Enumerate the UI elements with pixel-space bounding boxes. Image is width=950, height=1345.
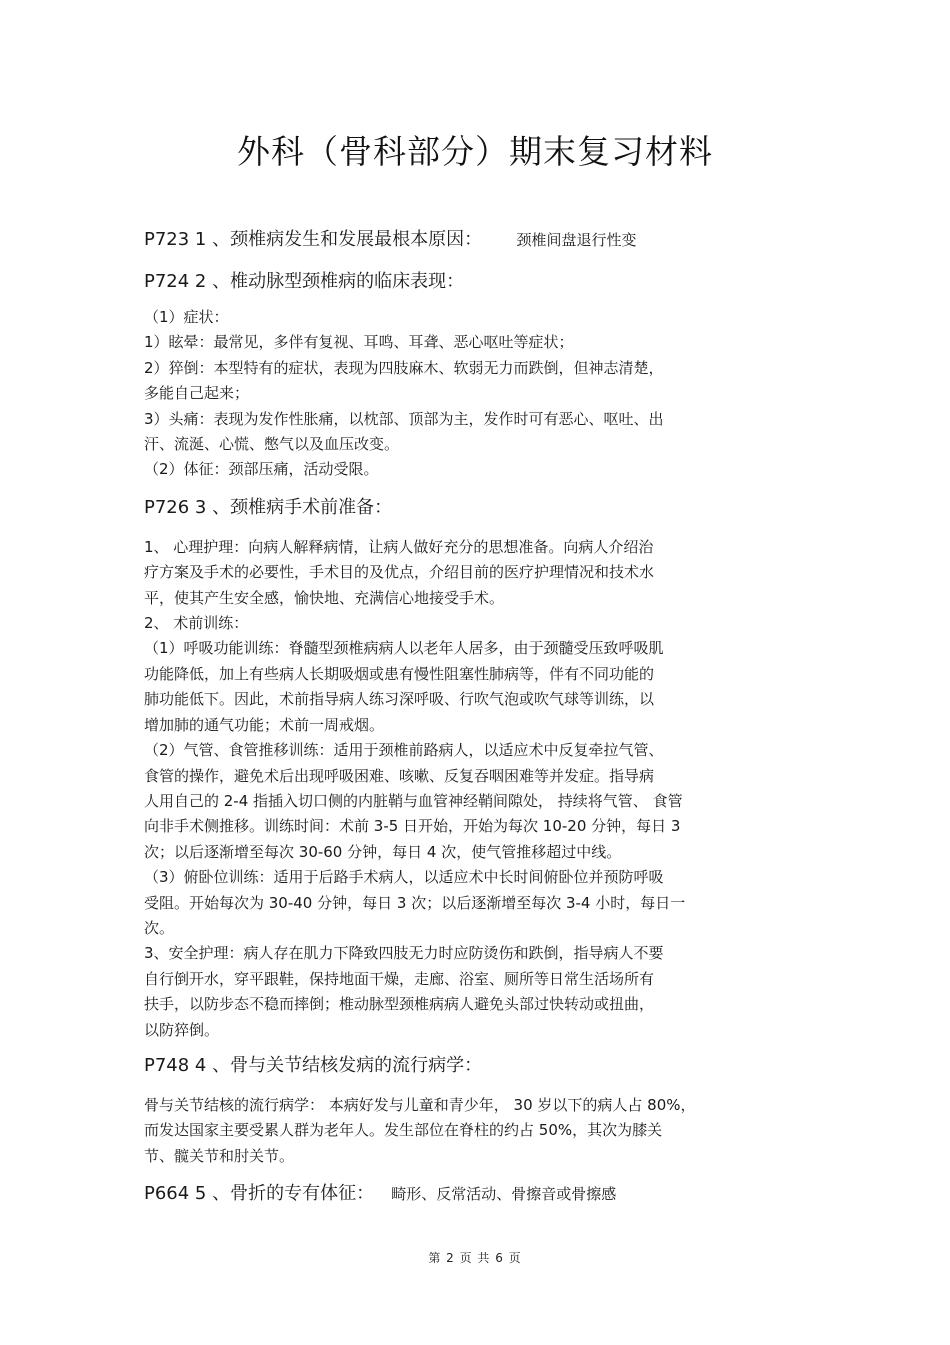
text-line: 汗、流涎、心慌、憋气以及血压改变。 <box>144 435 400 454</box>
question-5-label: P664 5 、骨折的专有体征： <box>144 1183 375 1205</box>
text-line: 增加肺的通气功能；术前一周戒烟。 <box>144 715 385 734</box>
text-line: 2、 术前训练： <box>144 614 249 633</box>
question-3-label: P726 3 、颈椎病手术前准备： <box>144 496 393 518</box>
question-5-answer: 畸形、反常活动、骨擦音或骨擦感 <box>391 1185 617 1204</box>
text-line: 肺功能低下。因此，术前指导病人练习深呼吸、行吹气泡或吹气球等训练，以 <box>144 690 655 709</box>
question-2-body <box>144 305 824 483</box>
text-line: 扶手，以防步态不稳而摔倒；椎动脉型颈椎病病人避免头部过快转动或扭曲， <box>144 995 655 1014</box>
text-line: 功能降低，加上有些病人长期吸烟或患有慢性阻塞性肺病等，伴有不同功能的 <box>144 664 655 683</box>
text-line: 2）猝倒：本型特有的症状，表现为四肢麻木、软弱无力而跌倒，但神志清楚， <box>144 358 664 377</box>
question-1-answer: 颈椎间盘退行性变 <box>516 231 637 249</box>
text-line: 1、 心理护理：向病人解释病情，让病人做好充分的思想准备。向病人介绍治 <box>144 537 654 556</box>
text-line: 疗方案及手术的必要性，手术目的及优点，介绍目前的医疗护理情况和技术水 <box>144 563 655 582</box>
text-line: 人用自己的 2-4 指插入切口侧的内脏鞘与血管神经鞘间隙处， 持续将气管、 食管 <box>144 791 683 810</box>
text-line: （1）呼吸功能训练：脊髓型颈椎病病人以老年人居多，由于颈髓受压致呼吸肌 <box>144 639 664 658</box>
document-body <box>144 227 824 1207</box>
text-line: 次。 <box>144 918 175 937</box>
text-line: 3、安全护理：病人存在肌力下降致四肢无力时应防烫伤和跌倒，指导病人不要 <box>144 944 664 963</box>
text-line: 自行倒开水，穿平跟鞋，保持地面干燥，走廊、浴室、厕所等日常生活场所有 <box>144 969 655 988</box>
text-line: 1）眩晕：最常见，多伴有复视、耳鸣、耳聋、恶心呕吐等症状； <box>144 333 574 352</box>
text-line: 平，使其产生安全感，愉快地、充满信心地接受手术。 <box>144 588 505 607</box>
question-4-body <box>144 1093 824 1169</box>
text-line: 3）头痛：表现为发作性胀痛，以枕部、顶部为主，发作时可有恶心、呕吐、出 <box>144 409 664 428</box>
question-4-label: P748 4 、骨与关节结核发病的流行病学： <box>144 1054 483 1076</box>
question-5 <box>144 1181 824 1207</box>
text-line: 受阻。开始每次为 30-40 分钟，每日 3 次；以后逐渐增至每次 3-4 小时，每日一 <box>144 893 686 912</box>
text-line: 多能自己起来； <box>144 384 250 403</box>
text-line: （3）俯卧位训练：适用于后路手术病人，以适应术中长时间俯卧位并预防呼吸 <box>144 868 664 887</box>
page-title: 外科（骨科部分）期末复习材料 <box>237 132 713 171</box>
question-1 <box>144 227 824 253</box>
text-line: （2）体征：颈部压痛，活动受限。 <box>144 460 379 479</box>
text-line: 而发达国家主要受累人群为老年人。发生部位在脊柱的约占 50%，其次为膝关 <box>144 1121 663 1140</box>
text-line: 向非手术侧推移。训练时间：术前 3-5 日开始，开始为每次 10-20 分钟，每日 3 <box>144 817 681 836</box>
text-line: 食管的操作，避免术后出现呼吸困难、咳嗽、反复吞咽困难等并发症。指导病 <box>144 766 655 785</box>
text-line: 节、髋关节和肘关节。 <box>144 1146 295 1165</box>
text-line: （2）气管、食管推移训练：适用于颈椎前路病人，以适应术中反复牵拉气管、 <box>144 741 664 760</box>
page-footer: 第 2 页 共 6 页 <box>428 1251 522 1265</box>
text-line: （1）症状： <box>144 308 229 326</box>
question-1-label: P723 1 、颈椎病发生和发展最根本原因： <box>144 229 483 250</box>
text-line: 以防猝倒。 <box>144 1020 220 1039</box>
text-line: 骨与关节结核的流行病学： 本病好发与儿童和青少年， 30 岁以下的病人占 80%， <box>144 1095 696 1114</box>
question-3-body <box>144 535 824 1043</box>
question-2-label: P724 2 、椎动脉型颈椎病的临床表现： <box>144 271 465 292</box>
text-line: 次；以后逐渐增至每次 30-60 分钟，每日 4 次，使气管推移超过中线。 <box>144 842 622 861</box>
